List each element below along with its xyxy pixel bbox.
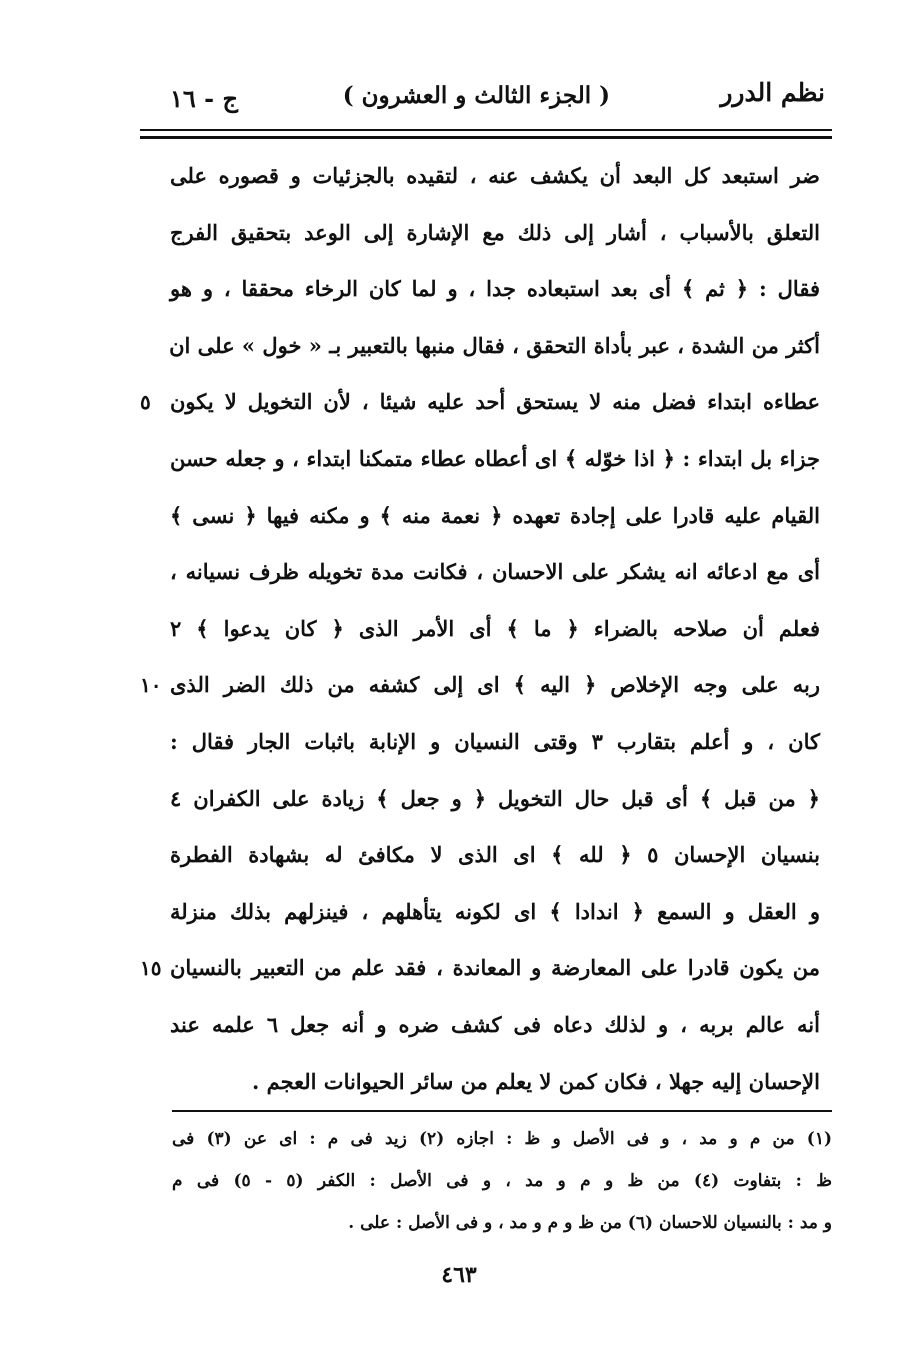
page-header	[150, 78, 825, 122]
footnote-line: (١) من م و مد ، و فى الأصل و ظ : اجازه (٢) زيد فى م : اى عن (٣) فى	[172, 1129, 832, 1149]
text-line-wrap	[140, 374, 820, 431]
text-line: كان ، و أعلم بتقارب ٣ وقتى النسيان و الإنابة باثبات الجار فقال :	[170, 728, 821, 754]
volume-label: ج - ١٦	[170, 84, 238, 113]
page-number: ٤٦٣	[441, 1262, 477, 1288]
book-title: نظم الدرر	[720, 78, 825, 107]
text-line-wrap	[140, 940, 820, 997]
part-title: ( الجزء الثالث و العشرون )	[342, 82, 610, 109]
text-line: و العقل و السمع ﴿ اندادا ﴾ اى لكونه يتأهلهم ، فينزلهم بذلك منزلة	[170, 898, 820, 924]
text-line: عطاءه ابتداء فضل منه لا يستحق أحد عليه شيئا ، لأن التخويل لا يكون	[170, 389, 820, 415]
text-line: من يكون قادرا على المعارضة و المعاندة ، فقد علم من التعبير بالنسيان	[170, 955, 820, 981]
text-line: فقال : ﴿ ثم ﴾ أى بعد استبعاده جدا ، و لما كان الرخاء محققا ، و هو	[170, 276, 820, 302]
text-line: ربه على وجه الإخلاص ﴿ اليه ﴾ اى إلى كشفه من ذلك الضر الذى	[170, 672, 820, 698]
footnote-line: و مد : بالنسيان للاحسان (٦) من ظ و م و مد ، و فى الأصل : على .	[348, 1213, 832, 1233]
text-line: بنسيان الإحسان ٥ ﴿ لله ﴾ اى الذى لا مكافئ له بشهادة الفطرة	[170, 842, 820, 868]
footnotes	[172, 1110, 832, 1244]
text-line: أكثر من الشدة ، عبر بأداة التحقق ، فقال منبها بالتعبير بـ « خول » على ان	[169, 332, 820, 358]
text-line: القيام عليه قادرا على إجادة تعهده ﴿ نعمة منه ﴾ و مكنه فيها ﴿ نسى ﴾	[170, 502, 820, 528]
footnote-line: ظ : بتفاوت (٤) من ظ و م و مد ، و فى الأصل : الكفر (٥ - ٥) فى م	[172, 1171, 832, 1191]
line-number-10: ١٠	[140, 673, 162, 698]
text-line: ضر استبعد كل البعد أن يكشف عنه ، لتقيده بالجزئيات و قصوره على	[170, 163, 820, 188]
text-line: ﴿ من قبل ﴾ أى قبل حال التخويل ﴿ و جعل ﴾ زيادة على الكفران ٤	[170, 785, 820, 811]
text-line: أنه عالم بربه ، و لذلك دعاه فى كشف ضره و أنه جعل ٦ علمه عند	[170, 1011, 820, 1037]
text-line: أى مع ادعائه انه يشكر على الاحسان ، فكانت مدة تخويله ظرف نسيانه ،	[170, 559, 820, 585]
text-line: فعلم أن صلاحه بالضراء ﴿ ما ﴾ أى الأمر الذى ﴿ كان يدعوا ﴾ ٢	[170, 615, 820, 641]
text-line-wrap	[140, 657, 820, 714]
header-rule-thin	[140, 129, 832, 131]
text-line: الإحسان إليه جهلا ، فكان كمن لا يعلم من سائر الحيوانات العجم .	[251, 1068, 820, 1094]
line-number-15: ١٥	[140, 956, 162, 981]
line-number-5: ٥	[140, 390, 151, 415]
text-line: التعلق بالأسباب ، أشار إلى ذلك مع الإشارة إلى الوعد بتحقيق الفرج	[170, 219, 820, 245]
main-text	[140, 148, 821, 1110]
text-line: جزاء بل ابتداء : ﴿ اذا خوّله ﴾ اى أعطاه عطاء متمكنا ابتداء ، و جعله حسن	[170, 445, 820, 471]
header-rule-thick	[140, 136, 832, 139]
